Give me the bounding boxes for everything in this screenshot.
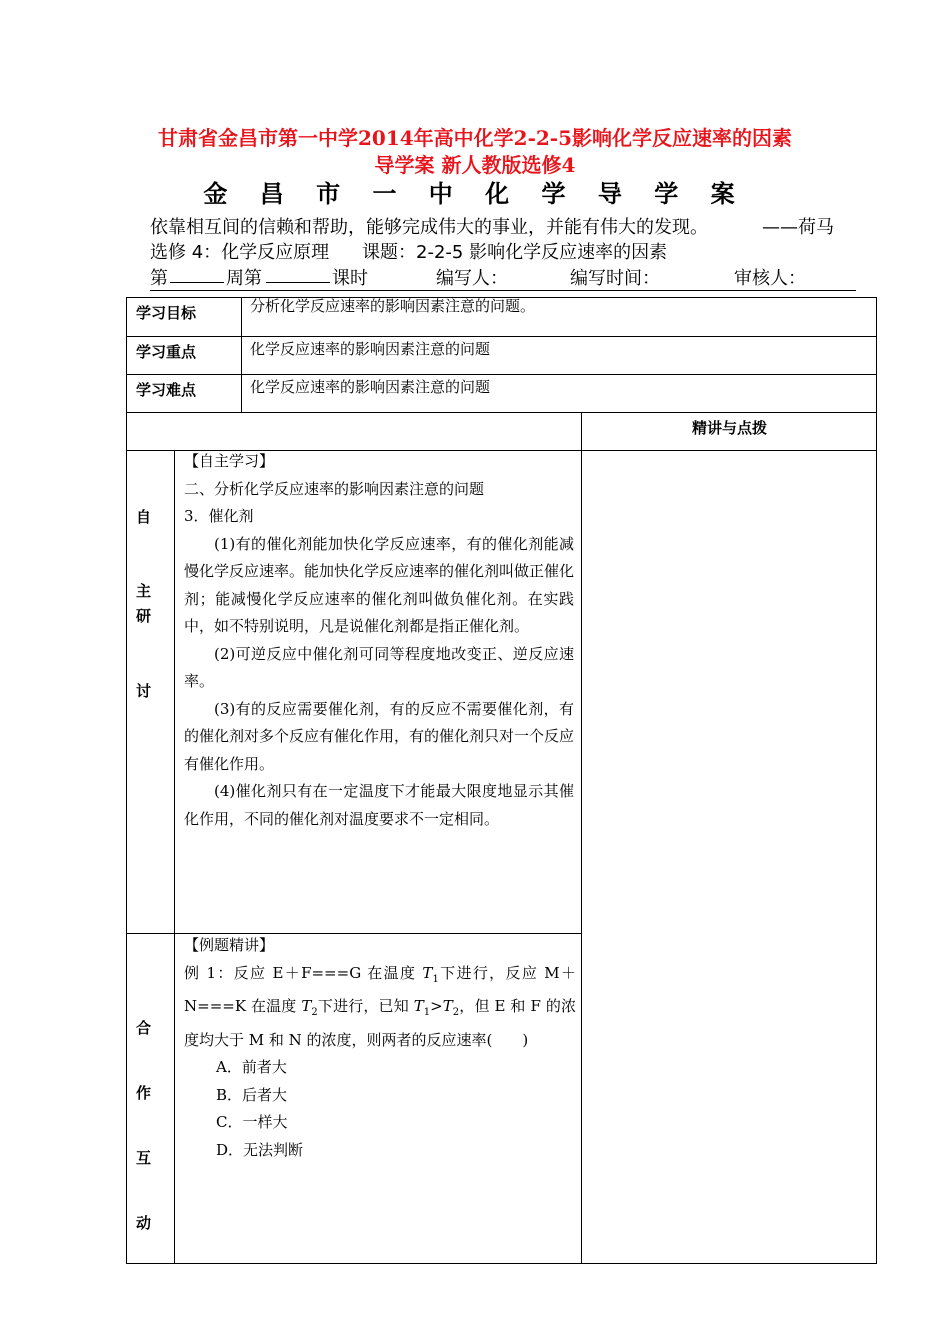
lesson-topic: 课题：2-2-5 影响化学反应速率的因素 bbox=[362, 242, 668, 263]
write-time-label: 编写时间： bbox=[570, 268, 660, 289]
side-char-zuo: 作 bbox=[136, 1084, 152, 1102]
example-content bbox=[184, 932, 576, 1164]
week-prefix: 第 bbox=[150, 268, 168, 289]
school-banner: 金 昌 市 一 中 化 学 导 学 案 bbox=[203, 179, 747, 208]
week-mid: 周第 bbox=[226, 268, 262, 289]
label-learning-goal: 学习目标 bbox=[136, 304, 197, 322]
content-learning-difficulty: 化学反应速率的影响因素注意的问题 bbox=[250, 378, 491, 396]
side-char-yan: 研 bbox=[136, 607, 152, 625]
side-char-he: 合 bbox=[136, 1019, 152, 1037]
motto-text: 依靠相互间的信赖和帮助，能够完成伟大的事业，并能有伟大的发现。 bbox=[150, 217, 708, 238]
right-column-header: 精讲与点拨 bbox=[691, 419, 767, 437]
side-char-zi: 自 bbox=[136, 508, 152, 526]
week-blank[interactable] bbox=[170, 264, 224, 283]
catalyst-item: 3．催化剂 bbox=[184, 507, 254, 525]
motto-line bbox=[150, 213, 834, 239]
paragraph-1: (1)有的催化剂能加快化学反应速率，有的催化剂能减慢化学反应速率。能加快化学反应速率的催化剂叫做正催化剂；能减慢化学反应速率的催化剂叫做负催化剂。在实践中，如不特别说明，凡是说催化剂都是指正催化剂。 bbox=[184, 534, 575, 635]
label-learning-focus: 学习重点 bbox=[136, 343, 197, 361]
lesson-blank[interactable] bbox=[266, 264, 330, 283]
option-b: B．后者大 bbox=[216, 1085, 288, 1104]
content-learning-goal: 分析化学反应速率的影响因素注意的问题。 bbox=[250, 297, 536, 315]
example-heading: 【例题精讲】 bbox=[184, 936, 275, 954]
option-a: A．前者大 bbox=[216, 1058, 287, 1076]
course-name: 选修 4：化学反应原理 bbox=[150, 242, 330, 263]
course-line bbox=[150, 238, 668, 264]
meta-line bbox=[150, 264, 856, 291]
reviewer-label: 审核人： bbox=[734, 268, 806, 289]
side-char-hu: 互 bbox=[136, 1149, 152, 1167]
document-title-line1: 甘肃省金昌市第一中学2014年高中化学2-2-5影响化学反应速率的因素 bbox=[157, 126, 792, 150]
side-char-dong: 动 bbox=[136, 1214, 152, 1232]
option-d: D．无法判断 bbox=[216, 1140, 304, 1159]
example-question: 例 1：反应 E＋F===G 在温度 $T_1$下进行，反应 M＋N===K 在温度 $T_2$下进行，已知 $T_1>T_2$，但 E 和 F 的浓度均大于 M 和 N 的浓度，则两者的反应速率( ) bbox=[184, 963, 576, 1049]
self-study-subheading: 二、分析化学反应速率的影响因素注意的问题 bbox=[184, 479, 485, 498]
document-title-line2: 导学案 新人教版选修4 bbox=[374, 153, 576, 177]
paragraph-4: (4)催化剂只有在一定温度下才能最大限度地显示其催化作用，不同的催化剂对温度要求不一定相同。 bbox=[184, 782, 574, 828]
label-learning-difficulty: 学习难点 bbox=[136, 381, 197, 399]
content-learning-focus: 化学反应速率的影响因素注意的问题 bbox=[250, 340, 491, 358]
self-study-content bbox=[184, 448, 574, 833]
self-study-heading: 【自主学习】 bbox=[184, 452, 275, 470]
paragraph-2: (2)可逆反应中催化剂可同等程度地改变正、逆反应速率。 bbox=[184, 644, 574, 690]
option-c: C．一样大 bbox=[216, 1113, 288, 1131]
lesson-label: 课时 bbox=[332, 268, 368, 289]
motto-author: ——荷马 bbox=[762, 217, 834, 238]
writer-label: 编写人： bbox=[436, 268, 508, 289]
paragraph-3: (3)有的反应需要催化剂，有的反应不需要催化剂，有的催化剂对多个反应有催化作用，有的催化剂只对一个反应有催化作用。 bbox=[184, 699, 575, 773]
side-char-zhu: 主 bbox=[136, 582, 152, 600]
side-char-tao: 讨 bbox=[136, 682, 152, 700]
